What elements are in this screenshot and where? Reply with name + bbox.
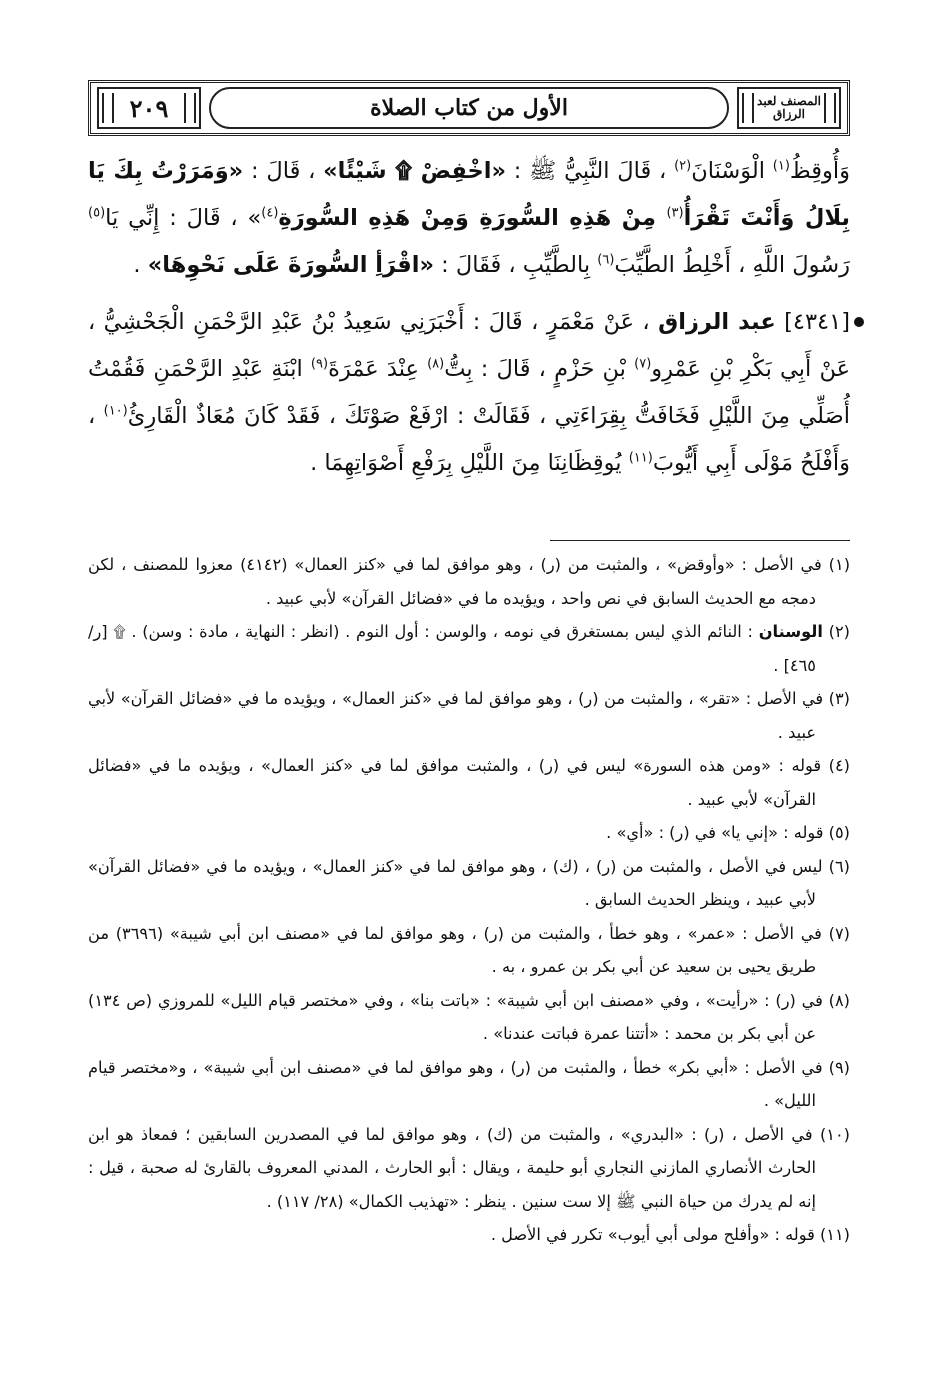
footnotes	[88, 548, 850, 1252]
footnote: (١١) قوله : «وأفلح مولى أبي أيوب» تكرر في الأصل .	[490, 1225, 850, 1244]
footnote: (١) في الأصل : «وأوقض» ، والمثبت من (ر) ، وهو موافق لما في «كنز العمال» (٤١٤٢) معزوا للمصنف ، لكن دمجه مع الحديث السابق في نص واحد ، ويؤيده ما في «فضائل القرآن» لأبي عبيد .	[88, 555, 851, 608]
footnote: (٣) في الأصل : «تقر» ، والمثبت من (ر) ، وهو موافق لما في «كنز العمال» ، ويؤيده ما في «فضائل القرآن» لأبي عبيد .	[88, 689, 850, 742]
hadith-4341: [٤٣٤١] عبد الرزاق ، عَنْ مَعْمَرٍ ، قَالَ : أَخْبَرَنِي سَعِيدُ بْنُ عَبْدِ الرَّحْمَنِ الْجَحْشِيُّ ، عَنْ أَبِي بَكْرِ بْنِ عَمْرِو$^{(٧)}$ بْنِ حَزْمٍ ، قَالَ : بِتُّ$^{(٨)}$ عِنْدَ عَمْرَةَ$^{(٩)}$ ابْنَةِ عَبْدِ الرَّحْمَنِ فَقُمْتُ أُصَلِّي مِنَ اللَّيْلِ فَخَافَتُّ بِقِرَاءَتِي ، فَقَالَتْ : ارْفَعْ صَوْتَكَ ، فَقَدْ كَانَ مُعَاذٌ الْقَارِئُ$^{(١٠)}$ ، وَأَفْلَحُ مَوْلَى أَبِي أَيُّوبَ$^{(١١)}$ يُوقِظَانِنَا مِنَ اللَّيْلِ بِرَفْعِ أَصْوَاتِهِمَا .	[88, 299, 850, 487]
footnote: (٤) قوله : «ومن هذه السورة» ليس في (ر) ، والمثبت موافق لما في «كنز العمال» ، ويؤيده ما في «فضائل القرآن» لأبي عبيد .	[88, 756, 850, 809]
footnote: (٦) ليس في الأصل ، والمثبت من (ر) ، (ك) ، وهو موافق لما في «كنز العمال» ، ويؤيده ما في «فضائل القرآن» لأبي عبيد ، وينظر الحديث السابق .	[88, 856, 850, 909]
page-header	[88, 80, 850, 136]
footnote: (٨) في (ر) : «رأيت» ، وفي «مصنف ابن أبي شيبة» : «باتت بنا» ، وفي «مختصر قيام الليل» للمروزي (ص ١٣٤) عن أبي بكر بن محمد : «أتتنا عمرة فباتت عندنا» .	[88, 990, 850, 1043]
page-number-frame	[97, 87, 201, 129]
footnote: (٧) في الأصل : «عمر» ، وهو خطأ ، والمثبت من (ر) ، وهو موافق لما في «مصنف ابن أبي شيبة» (٣٦٩٦) من طريق يحيى بن سعيد عن أبي بكر بن عمرو ، به .	[88, 923, 850, 976]
footnote: (٥) قوله : «إني يا» في (ر) : «أي» .	[606, 823, 850, 842]
main-text	[88, 148, 850, 487]
page-number: ٢٠٩	[129, 93, 169, 123]
footnote-divider	[550, 540, 850, 541]
bullet-marker	[854, 317, 864, 327]
footnote: (١٠) في الأصل ، (ر) : «البدري» ، والمثبت من (ك) ، وهو موافق لما في المصدرين السابقين ؛ فمعاذ هو ابن الحارث الأنصاري المازني النجاري أبو حليمة ، ويقال : أبو الحارث ، المدني المعروف بالقارئ له صحبة ، قيل : إنه لم يدرك من حياة النبي ﷺ إلا ست سنين . ينظر : «تهذيب الكمال» (٢٨/ ١١٧) .	[88, 1124, 850, 1211]
footnote: (٩) في الأصل : «أبي بكر» خطأ ، والمثبت من (ر) ، وهو موافق لما في «مصنف ابن أبي شيبة» ، و«مختصر قيام الليل» .	[88, 1057, 850, 1110]
book-title-logo: المصنف لعبد الرزاق	[757, 94, 821, 121]
footnote: (٢) الوسنان : النائم الذي ليس بمستغرق في نومه ، والوسن : أول النوم . (انظر : النهاية ، مادة : وسن) . ۩ [ر/ ٤٦٥] .	[88, 622, 850, 675]
book-title-frame	[737, 87, 841, 129]
hadith-continuation: وَأُوقِظُ$^{(١)}$ الْوَسْنَانَ$^{(٢)}$ ، قَالَ النَّبِيُّ ﷺ : «اخْفِضْ ۩ شَيْئًا» ، قَالَ : «وَمَرَرْتُ بِكَ يَا بِلَالُ وَأَنْتَ تَقْرَأُ$^{(٣)}$ مِنْ هَذِهِ السُّورَةِ وَمِنْ هَذِهِ السُّورَةِ$^{(٤)}$» ، قَالَ : إِنِّي يَا$^{(٥)}$ رَسُولَ اللَّهِ ، أَخْلِطُ الطَّيِّبَ$^{(٦)}$ بِالطَّيِّبِ ، فَقَالَ : «اقْرَأِ السُّورَةَ عَلَى نَحْوِهَا» .	[88, 158, 850, 278]
running-title: الأول من كتاب الصلاة	[209, 87, 729, 129]
